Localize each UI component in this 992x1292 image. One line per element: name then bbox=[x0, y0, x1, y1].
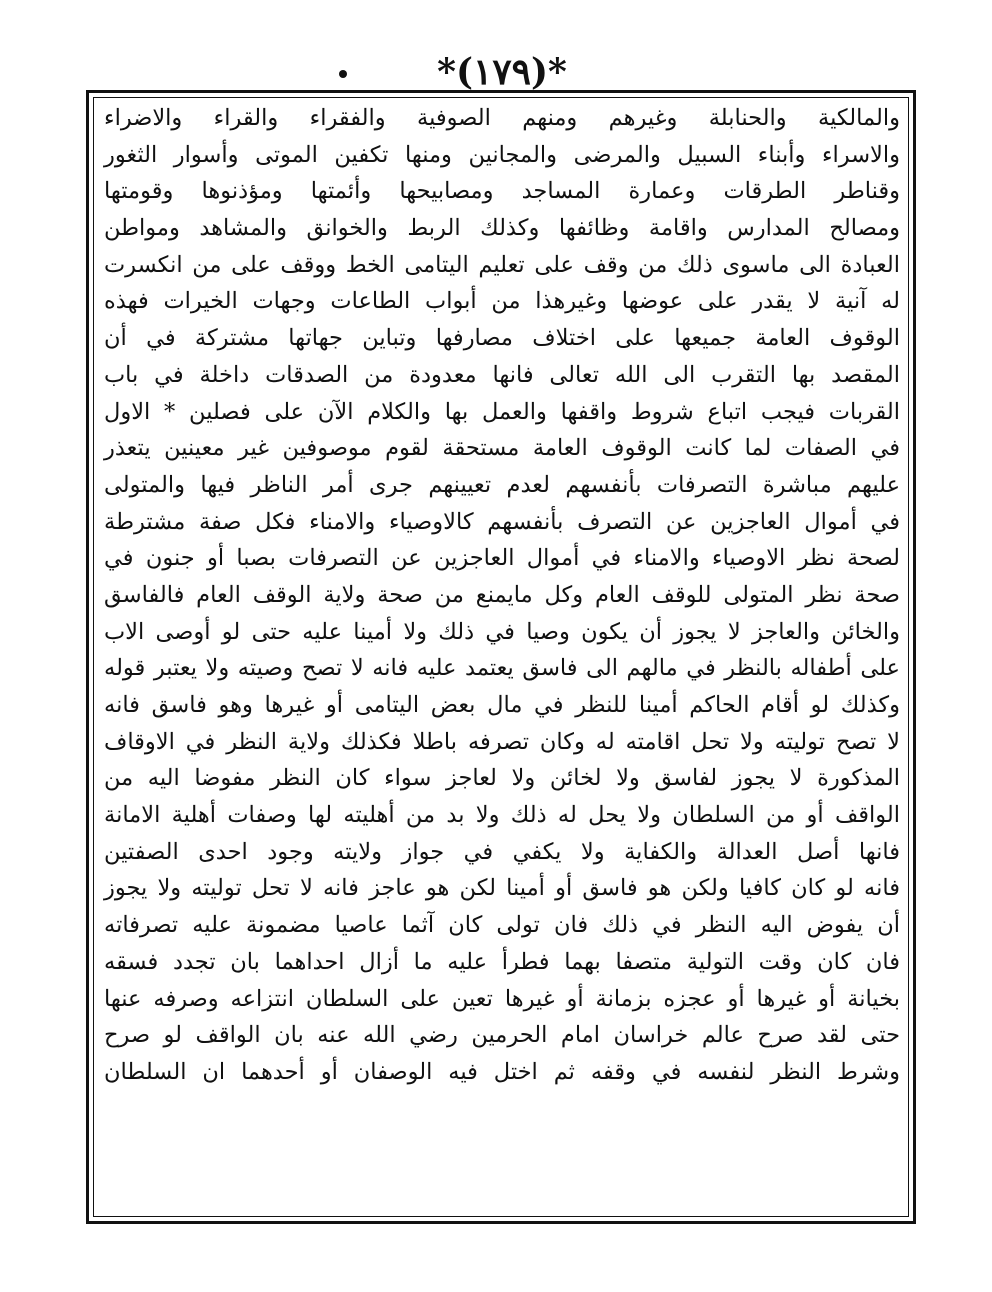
text-line: في أموال العاجزين عن التصرف بأنفسهم كالاوصياء والامناء فكل صفة مشترطة bbox=[104, 508, 900, 535]
text-line: لصحة نظر الاوصياء والامناء في أموال العاجزين عن التصرفات بصبا أو جنون في bbox=[104, 545, 900, 572]
text-line: بخيانة أو غيرها أو عجزه بزمانة أو غيرها تعين على السلطان انتزاعه وصرفه عنها bbox=[104, 985, 900, 1012]
text-line: والخائن والعاجز لا يجوز أن يكون وصيا في ذلك ولا أمينا عليه حتى لو أوصى الاب bbox=[104, 618, 900, 645]
text-line: المذكورة لا يجوز لفاسق ولا لخائن ولا لعاجز سواء كان النظر مفوضا اليه من bbox=[104, 765, 900, 792]
text-line: القربات فيجب اتباع شروط واقفها والعمل بها والكلام الآن على فصلين * الاول bbox=[104, 398, 900, 425]
text-line: وكذلك لو أقام الحاكم أمينا للنظر في مال بعض اليتامى أو غيرها وهو فاسق فانه bbox=[104, 692, 900, 718]
text-line: الواقف أو من السلطان ولا يحل له ذلك ولا بد من أهليته لها وصفات أهلية الامانة bbox=[104, 802, 900, 829]
text-line: في الصفات لما كانت الوقوف العامة مستحقة لقوم موصوفين غير معينين يتعذر bbox=[104, 435, 900, 462]
text-line: الوقوف العامة جميعها على اختلاف مصارفها وتباين جهاتها مشتركة في أن bbox=[104, 325, 900, 352]
text-line: فانه لو كان كافيا ولكن هو فاسق أو أمينا لكن هو عاجز فانه لا تحل توليته ولا يجوز bbox=[104, 875, 900, 902]
text-line: وشرط النظر لنفسه في وقفه ثم اختل فيه الوصفان أو أحدهما ان السلطان bbox=[104, 1058, 900, 1085]
text-line: حتى لقد صرح عالم خراسان امام الحرمين رضي الله عنه بان الواقف لو صرح bbox=[104, 1022, 900, 1049]
text-line: عليهم مباشرة التصرفات بأنفسهم لعدم تعيينهم جرى أمر الناظر فيها والمتولى bbox=[104, 471, 900, 498]
text-line: العبادة الى ماسوى ذلك من وقف على تعليم اليتامى الخط ووقف على من انكسرت bbox=[104, 251, 900, 278]
text-line: صحة نظر المتولى للوقف العام وكل مايمنع من صحة ولاية الوقف العام فالفاسق bbox=[104, 581, 900, 608]
text-line: لا تصح توليته ولا تحل اقامته له وكان تصرفه باطلا فكذلك ولاية النظر في الاوقاف bbox=[104, 728, 900, 755]
body-text bbox=[96, 100, 908, 1091]
text-line: ومصالح المدارس واقامة وظائفها وكذلك الربط والخوانق والمشاهد ومواطن bbox=[104, 215, 900, 242]
header-dot-mark bbox=[339, 70, 347, 78]
text-line: وقناطر الطرقات وعمارة المساجد ومصابيحها وأئمتها ومؤذنوها وقومتها bbox=[104, 178, 900, 205]
text-line: له آنية لا يقدر على عوضها وغيرهذا من أبواب الطاعات وجهات الخيرات فهذه bbox=[104, 288, 900, 315]
text-line: والمالكية والحنابلة وغيرهم ومنهم الصوفية والفقراء والقراء والاضراء bbox=[104, 105, 900, 131]
text-line: على أطفاله بالنظر في مالهم الى فاسق يعتمد عليه فانه لا تصح وصيته ولا يعتبر قوله bbox=[104, 655, 900, 682]
text-line: فانها أصل العدالة والكفاية ولا يكفي في جواز ولايته وجود احدى الصفتين bbox=[104, 838, 900, 865]
page-number: *(١٧٩)* bbox=[437, 51, 567, 93]
text-line: والاسراء وأبناء السبيل والمرضى والمجانين ومنها تكفين الموتى وأسوار الثغور bbox=[104, 141, 900, 168]
text-line: المقصد بها التقرب الى الله تعالى فانها معدودة من الصدقات داخلة في باب bbox=[104, 361, 900, 388]
text-line: أن يفوض اليه النظر في ذلك فان تولى كان آثما عاصيا مضمونة عليه تصرفاته bbox=[104, 912, 900, 939]
text-line: فان كان وقت التولية متصفا بهما فطرأ عليه ما أزال احداهما بان تجدد فسقه bbox=[104, 948, 900, 975]
